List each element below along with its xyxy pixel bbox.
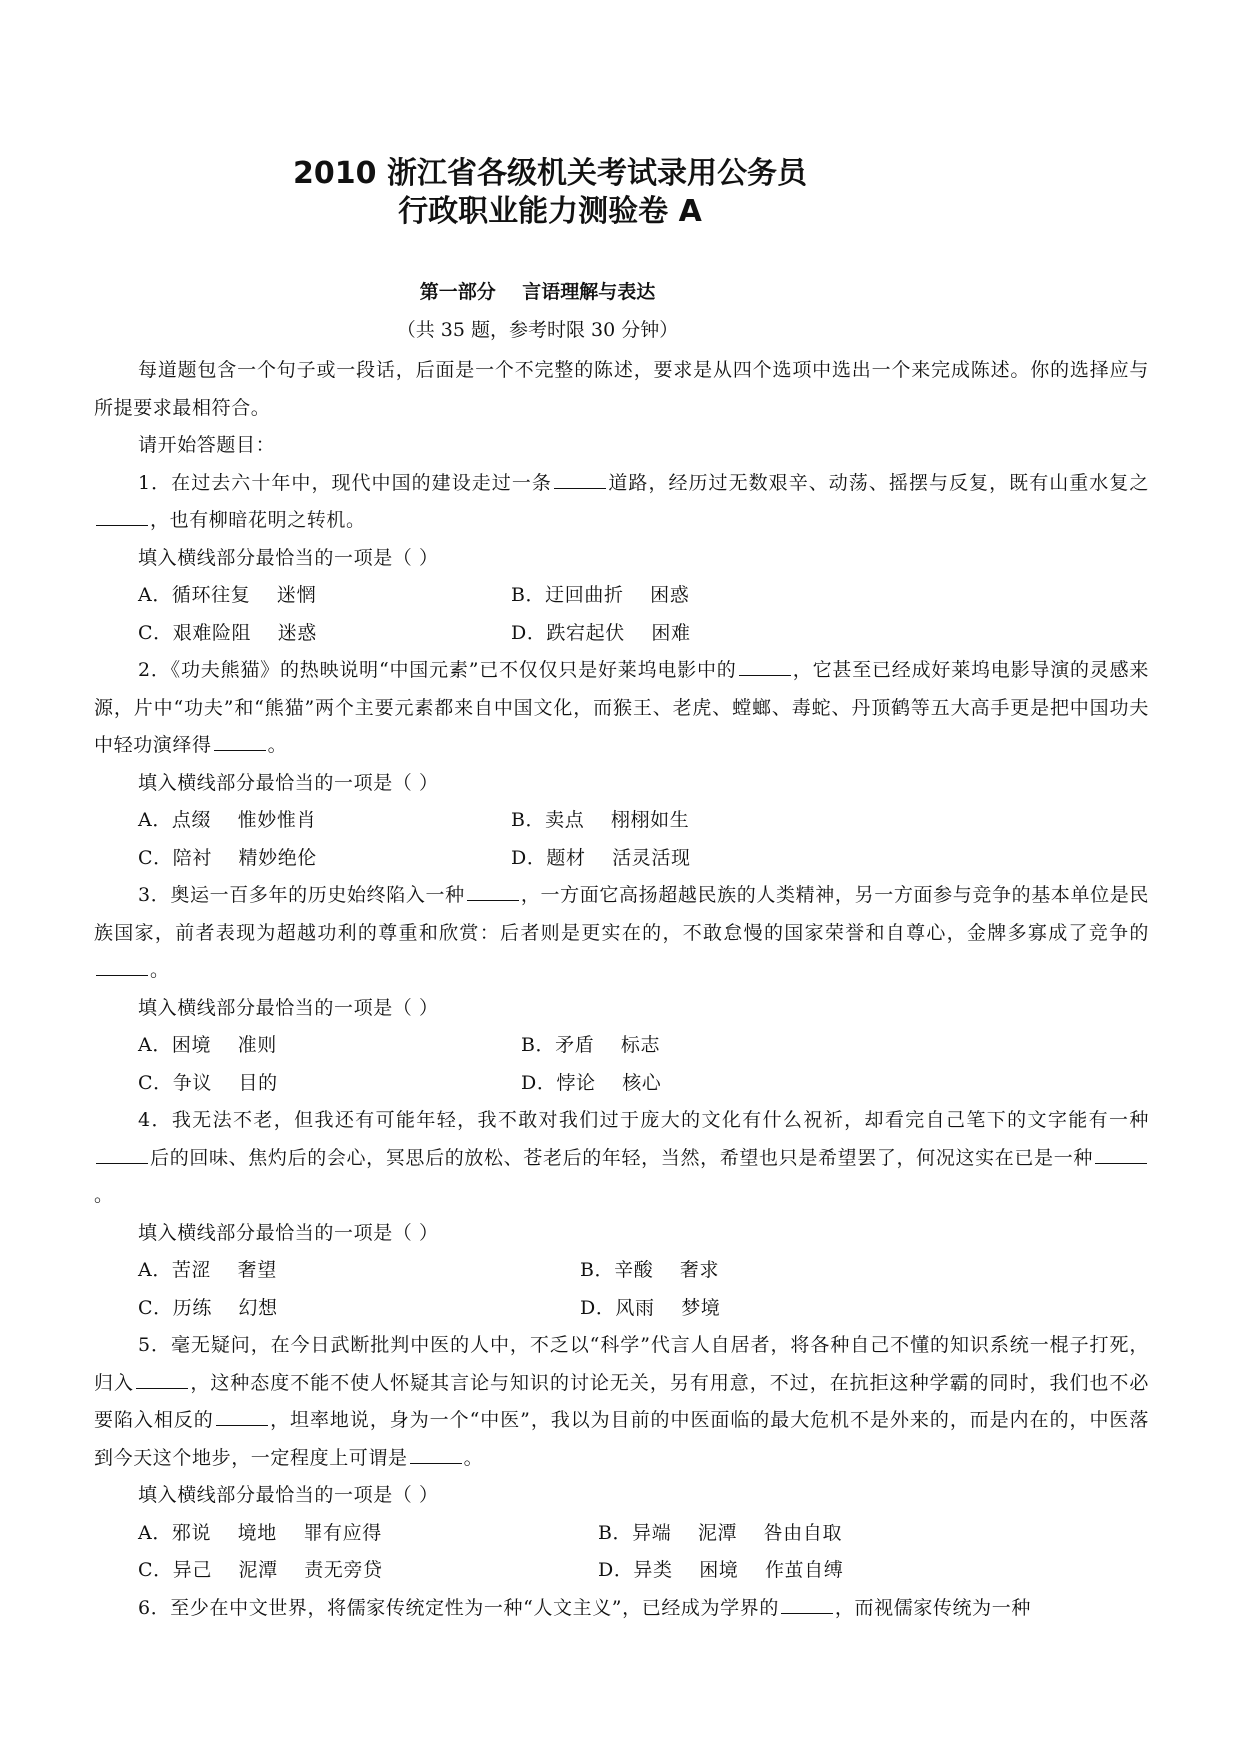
option-a: A．点缀 惟妙惟肖 bbox=[138, 809, 317, 831]
stem-text: 。 bbox=[463, 1446, 484, 1469]
options-row bbox=[94, 1252, 1149, 1290]
stem-text: ，坦率地说，身为一个“中医”，我以为目前的中医面临的最大危机不是外来的，而是内在的，中医落到今天这个地步，一定程度上可谓是 bbox=[94, 1409, 1149, 1469]
options-row bbox=[94, 1027, 1149, 1065]
option-c: C．异己 泥潭 责无旁贷 bbox=[138, 1559, 383, 1581]
title-line-2: 行政职业能力测验卷 A bbox=[398, 194, 702, 229]
option-a: A．困境 准则 bbox=[138, 1034, 277, 1056]
options-row bbox=[94, 1515, 1149, 1553]
option-c: C．争议 目的 bbox=[138, 1071, 278, 1094]
option-c: C．陪衬 精妙绝伦 bbox=[138, 846, 317, 869]
options-row bbox=[94, 615, 1149, 653]
options-row bbox=[94, 1290, 1149, 1328]
option-b: B．迂回曲折 困惑 bbox=[511, 584, 690, 606]
document-title bbox=[0, 155, 1100, 231]
answer-blank bbox=[739, 657, 791, 676]
answer-blank bbox=[136, 1369, 188, 1388]
option-d: D．悖论 核心 bbox=[521, 1071, 662, 1094]
question-6 bbox=[94, 1590, 1149, 1628]
question-prompt: 填入横线部分最恰当的一项是（ ） bbox=[138, 996, 439, 1019]
answer-blank bbox=[216, 1407, 268, 1426]
answer-blank bbox=[781, 1594, 833, 1613]
instructions-text: 每道题包含一个句子或一段话，后面是一个不完整的陈述，要求是从四个选项中选出一个来完成陈述。你的选择应与所提要求最相符合。 bbox=[94, 359, 1149, 419]
exam-body bbox=[94, 352, 1149, 1627]
answer-blank bbox=[467, 882, 519, 901]
stem-text: 1．在过去六十年中，现代中国的建设走过一条 bbox=[138, 471, 552, 494]
options-row bbox=[94, 840, 1149, 878]
stem-text: 2．《功夫熊猫》的热映说明“中国元素”已不仅仅只是好莱坞电影中的 bbox=[138, 659, 737, 681]
option-b: B．异端 泥潭 咎由自取 bbox=[598, 1521, 843, 1544]
option-c: C．艰难险阻 迷惑 bbox=[138, 621, 317, 644]
question-stem bbox=[94, 1590, 1149, 1628]
answer-blank bbox=[214, 732, 266, 751]
stem-text: 后的回味、焦灼后的会心，冥思后的放松、苍老后的年轻，当然，希望也只是希望罢了，何况这实在已是一种 bbox=[150, 1146, 1093, 1169]
title-line-1: 2010 浙江省各级机关考试录用公务员 bbox=[293, 156, 807, 191]
option-b: B．辛酸 奢求 bbox=[580, 1259, 720, 1281]
options-row bbox=[94, 577, 1149, 615]
question-5 bbox=[94, 1327, 1149, 1590]
option-d: D．题材 活灵活现 bbox=[511, 846, 691, 869]
question-prompt: 填入横线部分最恰当的一项是（ ） bbox=[138, 1484, 439, 1506]
stem-text: 4．我无法不老，但我还有可能年轻，我不敢对我们过于庞大的文化有什么祝祈，却看完自己笔下的文字能有一种 bbox=[138, 1109, 1149, 1131]
stem-text: ，它甚至已经成好莱坞电影导演的灵感来源，片中“功夫”和“熊猫”两个主要元素都来自中国文化，而猴王、老虎、螳螂、毒蛇、丹顶鹤等五大高手更是把中国功夫中轻功演绎得 bbox=[94, 659, 1149, 756]
question-stem bbox=[94, 1102, 1149, 1215]
option-d: D．风雨 梦境 bbox=[580, 1296, 721, 1319]
option-a: A．邪说 境地 罪有应得 bbox=[138, 1521, 382, 1544]
option-a: A．循环往复 迷惘 bbox=[138, 584, 317, 606]
option-b: B．矛盾 标志 bbox=[521, 1034, 661, 1056]
stem-text: 。 bbox=[150, 959, 170, 981]
question-prompt: 填入横线部分最恰当的一项是（ ） bbox=[138, 1221, 439, 1244]
answer-blank bbox=[410, 1444, 462, 1463]
question-stem bbox=[94, 465, 1149, 540]
question-4 bbox=[94, 1102, 1149, 1327]
stem-text: ，而视儒家传统为一种 bbox=[834, 1596, 1031, 1619]
section-note: （共 35 题，参考时限 30 分钟） bbox=[396, 319, 679, 341]
option-a: A．苦涩 奢望 bbox=[138, 1259, 277, 1281]
options-row bbox=[94, 802, 1149, 840]
answer-blank bbox=[96, 957, 148, 976]
section-heading: 第一部分 言语理解与表达 bbox=[419, 281, 656, 303]
answer-blank bbox=[554, 469, 606, 488]
stem-text: 。 bbox=[94, 1184, 114, 1206]
question-prompt: 填入横线部分最恰当的一项是（ ） bbox=[138, 771, 439, 794]
options-row bbox=[94, 1552, 1149, 1590]
options-row bbox=[94, 1065, 1149, 1103]
question-2 bbox=[94, 652, 1149, 877]
option-d: D．异类 困境 作茧自缚 bbox=[598, 1559, 844, 1581]
question-prompt: 填入横线部分最恰当的一项是（ ） bbox=[138, 546, 439, 569]
start-prompt: 请开始答题目： bbox=[138, 434, 276, 456]
answer-blank bbox=[96, 507, 148, 526]
answer-blank bbox=[96, 1144, 148, 1163]
stem-text: 5．毫无疑问，在今日武断批判中医的人中，不乏以“科学”代言人自居者，将各种自己不懂的知识系统一棍子打死，归入 bbox=[94, 1334, 1149, 1394]
stem-text: 6．至少在中文世界，将儒家传统定性为一种“人文主义”，已经成为学界的 bbox=[138, 1596, 779, 1619]
question-stem bbox=[94, 652, 1149, 765]
stem-text: 道路，经历过无数艰辛、动荡、摇摆与反复，既有山重水复之 bbox=[607, 471, 1149, 494]
stem-text: ，这种态度不能不使人怀疑其言论与知识的讨论无关，另有用意，不过，在抗拒这种学霸的同时，我们也不必要陷入相反的 bbox=[94, 1371, 1149, 1431]
stem-text: ，也有柳暗花明之转机。 bbox=[150, 509, 366, 531]
option-b: B．卖点 栩栩如生 bbox=[511, 809, 690, 831]
question-3 bbox=[94, 877, 1149, 1102]
stem-text: ，一方面它高扬超越民族的人类精神，另一方面参与竞争的基本单位是民族国家，前者表现为超越功利的尊重和欣赏：后者则是更实在的，不敢怠慢的国家荣誉和自尊心，金牌多寡成了竞争的 bbox=[94, 884, 1149, 944]
stem-text: 3．奥运一百多年的历史始终陷入一种 bbox=[138, 884, 465, 906]
option-d: D．跌宕起伏 困难 bbox=[511, 621, 691, 644]
stem-text: 。 bbox=[267, 734, 288, 756]
answer-blank bbox=[1095, 1144, 1147, 1163]
question-1 bbox=[94, 465, 1149, 653]
question-stem bbox=[94, 877, 1149, 990]
question-stem bbox=[94, 1327, 1149, 1477]
option-c: C．历练 幻想 bbox=[138, 1296, 278, 1319]
